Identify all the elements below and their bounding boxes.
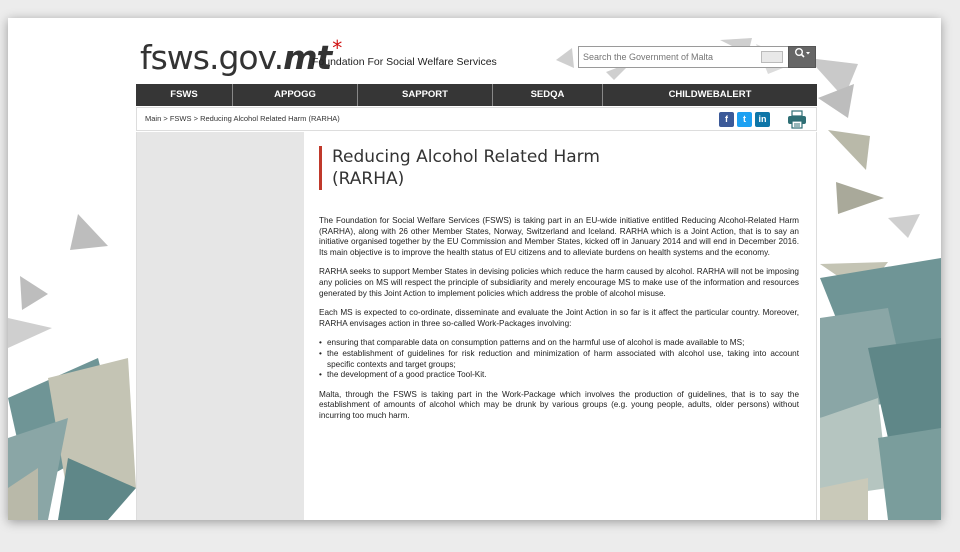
article-paragraph: Each MS is expected to co-ordinate, disseminate and evaluate the Joint Action in so far is it affect the particular country. Moreover, RARHA envisages action in three so-called Work-Packages involving: bbox=[319, 308, 799, 328]
twitter-share-button[interactable] bbox=[737, 112, 752, 127]
print-button[interactable] bbox=[787, 110, 807, 129]
logo-text-bold: mt bbox=[283, 38, 332, 77]
work-packages-list bbox=[319, 338, 799, 380]
logo-text: fsws.gov. bbox=[140, 38, 284, 77]
left-sidebar bbox=[137, 132, 304, 520]
facebook-share-button[interactable] bbox=[719, 112, 734, 127]
keyboard-icon[interactable] bbox=[761, 51, 783, 63]
nav-item-fsws[interactable]: FSWS bbox=[136, 84, 233, 106]
foundation-name: Foundation For Social Welfare Services bbox=[312, 56, 497, 68]
nav-item-sedqa[interactable]: SEDQA bbox=[493, 84, 603, 106]
breadcrumb-current: Reducing Alcohol Related Harm (RARHA) bbox=[200, 114, 340, 123]
article-paragraph: RARHA seeks to support Member States in devising policies which reduce the harm caused by alcohol. RARHA will not be imposing any policies on MS will respect the principle of subsidiarity and merely encourage MS to make use of the information and resources generated by this Joint Action to implement policies which address the proble of alcohol misuse. bbox=[319, 267, 799, 298]
breadcrumb-separator: > bbox=[163, 114, 168, 123]
breadcrumb-fsws[interactable]: FSWS bbox=[169, 114, 192, 123]
breadcrumb bbox=[145, 114, 340, 123]
facebook-icon: f bbox=[725, 114, 728, 124]
list-item: • the development of a good practice Tool-Kit. bbox=[327, 370, 799, 381]
page-screenshot-frame bbox=[8, 18, 941, 520]
search-box bbox=[578, 46, 806, 68]
linkedin-icon: in bbox=[758, 114, 767, 124]
article-paragraph: Malta, through the FSWS is taking part in the Work-Package which involves the production of guidelines, that is to say the establishment of amounts of alcohol which may be drunk by various groups (e.g. young people, adults, older persons) without incurring too much harm. bbox=[319, 389, 799, 420]
main-content bbox=[136, 132, 817, 520]
list-item: • the establishment of guidelines for risk reduction and minimization of harm associated with alcohol use, taking into account specific contexts and target groups; bbox=[327, 349, 799, 370]
twitter-icon: t bbox=[743, 114, 746, 124]
site-header bbox=[140, 32, 820, 84]
breadcrumb-bar bbox=[136, 107, 817, 131]
breadcrumb-main[interactable]: Main bbox=[145, 114, 162, 123]
main-nav bbox=[136, 84, 817, 106]
nav-item-sapport[interactable]: SAPPORT bbox=[358, 84, 493, 106]
search-input[interactable] bbox=[581, 49, 763, 65]
logo-star-icon: * bbox=[332, 36, 342, 60]
page-title-line1: Reducing Alcohol Related Harm bbox=[332, 147, 600, 167]
breadcrumb-separator: > bbox=[193, 114, 198, 123]
nav-item-childwebalert[interactable]: CHILDWEBALERT bbox=[668, 89, 752, 100]
article-body bbox=[319, 216, 799, 431]
search-icon bbox=[794, 47, 810, 59]
linkedin-share-button[interactable] bbox=[755, 112, 770, 127]
page-title bbox=[319, 146, 612, 190]
search-button[interactable] bbox=[788, 46, 816, 68]
list-item: • ensuring that comparable data on consumption patterns and on the harmful use of alcohol is made available to MS; bbox=[327, 338, 799, 349]
printer-icon bbox=[787, 110, 807, 129]
nav-item-appogg[interactable]: APPOGG bbox=[233, 84, 358, 106]
page-title-line2: (RARHA) bbox=[332, 169, 405, 189]
article-paragraph: The Foundation for Social Welfare Services (FSWS) is taking part in an EU-wide initiative entitled Reducing Alcohol-Related Harm (RARHA), along with 26 other Member States, Norway, Switzerland and Iceland. RARHA which is a Joint Action, that is to say an initiative organised together by the EU Commission and Member States, kicked off in January 2014 and will end in December 2016. Its main objective is to improve the health status of EU citizens and to alleviate burdens on health systems and the economy. bbox=[319, 216, 799, 257]
